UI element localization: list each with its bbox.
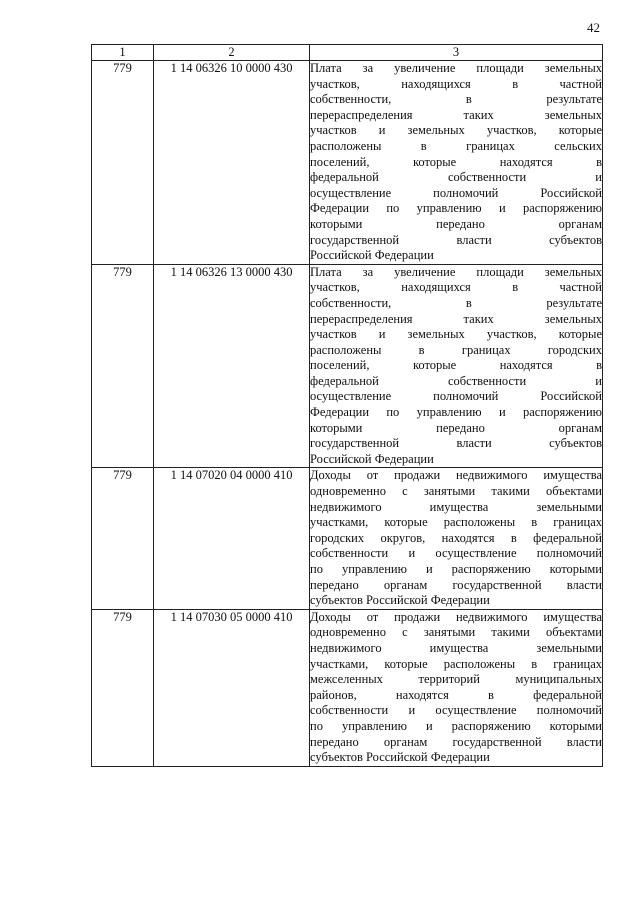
- description-line: передано органам государственной власти: [310, 577, 602, 592]
- description-line: государственной власти субъектов: [310, 232, 602, 247]
- description-line: Плата за увеличение площади земельных: [310, 264, 602, 279]
- table-row: [92, 468, 603, 609]
- description-line: участков и земельных участков, которые: [310, 327, 602, 342]
- revenue-description-cell: [310, 264, 603, 468]
- description-line: участков, находящихся в частной: [310, 76, 602, 91]
- admin-code-cell: 779: [92, 264, 154, 468]
- page-number: 42: [587, 20, 600, 35]
- column-header: 2: [154, 45, 310, 61]
- budget-classification-code-cell: 1 14 07020 04 0000 410: [154, 468, 310, 609]
- column-header: 1: [92, 45, 154, 61]
- description-line: осуществление полномочий Российской: [310, 389, 602, 404]
- description-line: поселений, которые находятся в: [310, 154, 602, 169]
- budget-classification-code-cell: 1 14 06326 13 0000 430: [154, 264, 310, 468]
- admin-code-cell: 779: [92, 468, 154, 609]
- description-line: передано органам государственной власти: [310, 734, 602, 749]
- description-line: федеральной собственности и: [310, 170, 602, 185]
- description-line: участков и земельных участков, которые: [310, 123, 602, 138]
- description-line: перераспределения таких земельных: [310, 311, 602, 326]
- description-line: недвижимого имущества земельными: [310, 640, 602, 655]
- description-line: Российской Федерации: [310, 451, 434, 466]
- table-row: [92, 61, 603, 265]
- description-line: государственной власти субъектов: [310, 436, 602, 451]
- description-line: одновременно с занятыми такими объектами: [310, 484, 602, 499]
- description-line: расположены в границах городских: [310, 342, 602, 357]
- description-line: Федерации по управлению и распоряжению: [310, 405, 602, 420]
- budget-classification-code-cell: 1 14 06326 10 0000 430: [154, 61, 310, 265]
- description-line: осуществление полномочий Российской: [310, 185, 602, 200]
- description-line: собственности и осуществление полномочий: [310, 546, 602, 561]
- description-line: субъектов Российской Федерации: [310, 750, 490, 765]
- description-line: Доходы от продажи недвижимого имущества: [310, 609, 602, 624]
- column-header: 3: [310, 45, 603, 61]
- description-line: субъектов Российской Федерации: [310, 593, 490, 608]
- description-line: по управлению и распоряжению которыми: [310, 718, 602, 733]
- admin-code-cell: 779: [92, 609, 154, 766]
- description-line: Доходы от продажи недвижимого имущества: [310, 468, 602, 483]
- description-line: собственности, в результате: [310, 295, 602, 310]
- description-line: перераспределения таких земельных: [310, 107, 602, 122]
- description-line: участков, находящихся в частной: [310, 280, 602, 295]
- description-line: федеральной собственности и: [310, 373, 602, 388]
- budget-classification-code-cell: 1 14 07030 05 0000 410: [154, 609, 310, 766]
- revenue-description-cell: [310, 468, 603, 609]
- description-line: собственности, в результате: [310, 92, 602, 107]
- description-line: расположены в границах сельских: [310, 138, 602, 153]
- description-line: собственности и осуществление полномочий: [310, 703, 602, 718]
- description-line: Плата за увеличение площади земельных: [310, 61, 602, 75]
- description-line: одновременно с занятыми такими объектами: [310, 625, 602, 640]
- table-row: [92, 264, 603, 468]
- income-codes-table: [91, 44, 603, 767]
- description-line: Федерации по управлению и распоряжению: [310, 201, 602, 216]
- table-header-row: [92, 45, 603, 61]
- admin-code-cell: 779: [92, 61, 154, 265]
- description-line: поселений, которые находятся в: [310, 358, 602, 373]
- description-line: участками, которые расположены в границах: [310, 515, 602, 530]
- description-line: по управлению и распоряжению которыми: [310, 562, 602, 576]
- description-line: которыми передано органам: [310, 420, 602, 435]
- description-line: которыми передано органам: [310, 216, 602, 231]
- table-row: [92, 609, 603, 766]
- description-line: участками, которые расположены в границах: [310, 656, 602, 671]
- revenue-description-cell: [310, 609, 603, 766]
- description-line: Российской Федерации: [310, 248, 434, 263]
- revenue-description-cell: [310, 61, 603, 265]
- description-line: районов, находятся в федеральной: [310, 687, 602, 702]
- description-line: межселенных территорий муниципальных: [310, 672, 602, 687]
- description-line: недвижимого имущества земельными: [310, 499, 602, 514]
- description-line: городских округов, находятся в федеральной: [310, 530, 602, 545]
